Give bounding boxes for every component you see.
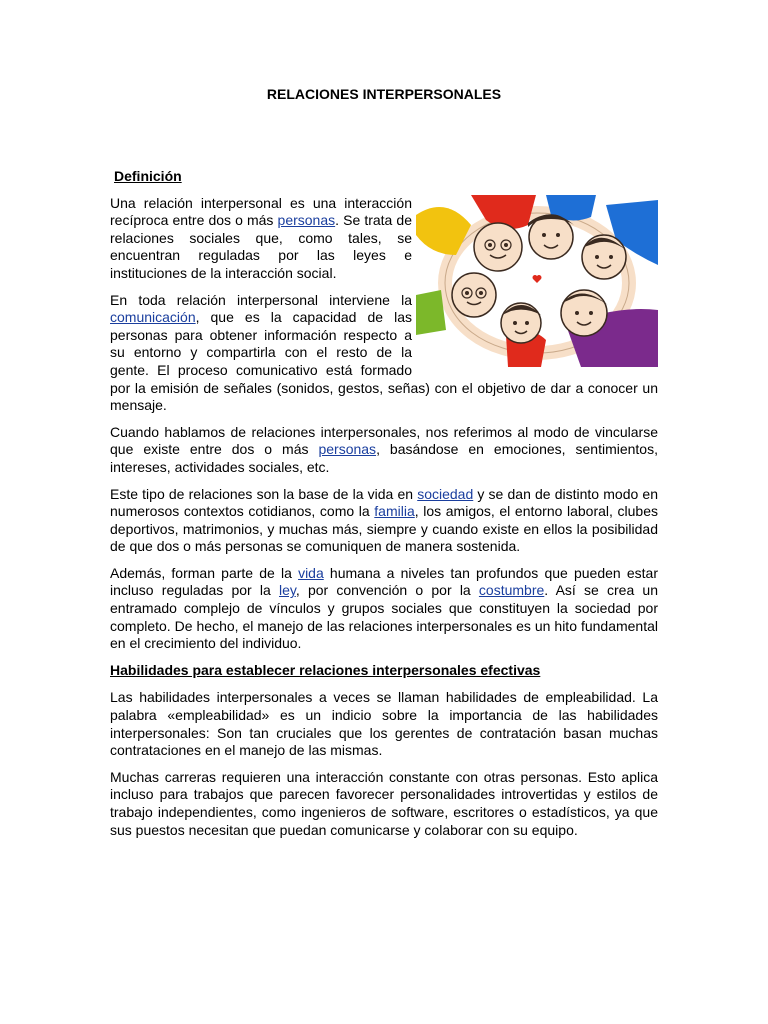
link-familia[interactable]: familia: [374, 503, 415, 520]
section-heading-definicion: Definición: [114, 168, 182, 184]
link-comunicacion[interactable]: comunicación: [110, 309, 196, 326]
section-heading-habilidades: Habilidades para establecer relaciones interpersonales efectivas: [110, 661, 541, 678]
document-body: [110, 168, 658, 848]
paragraph-definicion-5: Además, forman parte de la vida humana a niveles tan profundos que pueden estar incluso reguladas por la ley, por convención o por la costumbre. Así se crea un entramado complejo de vínculos y grupos sociales que constituyen la sociedad por completo. De hecho, el manejo de las relaciones interpersonales es un hito fundamental en el crecimiento del individuo.: [110, 564, 659, 652]
link-ley[interactable]: ley: [279, 582, 296, 599]
friends-circle-illustration: [416, 195, 658, 367]
paragraph-definicion-2: En toda relación interpersonal interviene la comunicación, que es la capacidad de las personas para obtener información respecto a su entorno y compartirla con el resto de la gente. El proceso comunicativo está formado por la emisión de señales (sonidos, gestos, señas) con el objetivo de dar a conocer un mensaje.: [110, 291, 658, 414]
paragraph-definicion-3: Cuando hablamos de relaciones interpersonales, nos referimos al modo de vincularse que existe entre dos o más personas, basándose en emociones, sentimientos, intereses, actividades sociales, etc.: [110, 423, 658, 475]
green-shirt: [416, 290, 446, 335]
paragraph-habilidades-1: Las habilidades interpersonales a veces se llaman habilidades de empleabilidad. La palabra «empleabilidad» es un indicio sobre la importancia de las habilidades interpersonales: Son tan cruciales que los gerentes de contratación basan muchas contrataciones en el manejo de las mismas.: [110, 689, 658, 759]
link-costumbre[interactable]: costumbre: [478, 582, 545, 599]
paragraph-habilidades-2: Muchas carreras requieren una interacción constante con otras personas. Esto aplica incluso para trabajos que parecen favorecer personalidades introvertidas y estilos de trabajo independientes, como ingenieros de software, escritores o estadísticos, ya que sus puestos necesitan que puedan comunicarse y colaborar con su equipo.: [110, 768, 658, 838]
paragraph-definicion-1: Una relación interpersonal es una interacción recíproca entre dos o más personas. Se trata de relaciones sociales que, como tales, se encuentran reguladas por las leyes e instituciones de la interacción social.: [110, 194, 412, 281]
link-sociedad[interactable]: sociedad: [417, 485, 474, 502]
paragraph-definicion-4: Este tipo de relaciones son la base de la vida en sociedad y se dan de distinto modo en numerosos contextos cotidianos, como la familia, los amigos, el entorno laboral, clubes deportivos, matrimonios, y muchas más, siempre y cuando existe en ellos la posibilidad de que dos o más personas se comuniquen de manera sostenida.: [110, 485, 658, 555]
link-vida[interactable]: vida: [298, 564, 324, 581]
link-personas-2[interactable]: personas: [318, 441, 377, 458]
link-personas[interactable]: personas: [277, 212, 336, 229]
document-title: RELACIONES INTERPERSONALES: [266, 86, 502, 102]
